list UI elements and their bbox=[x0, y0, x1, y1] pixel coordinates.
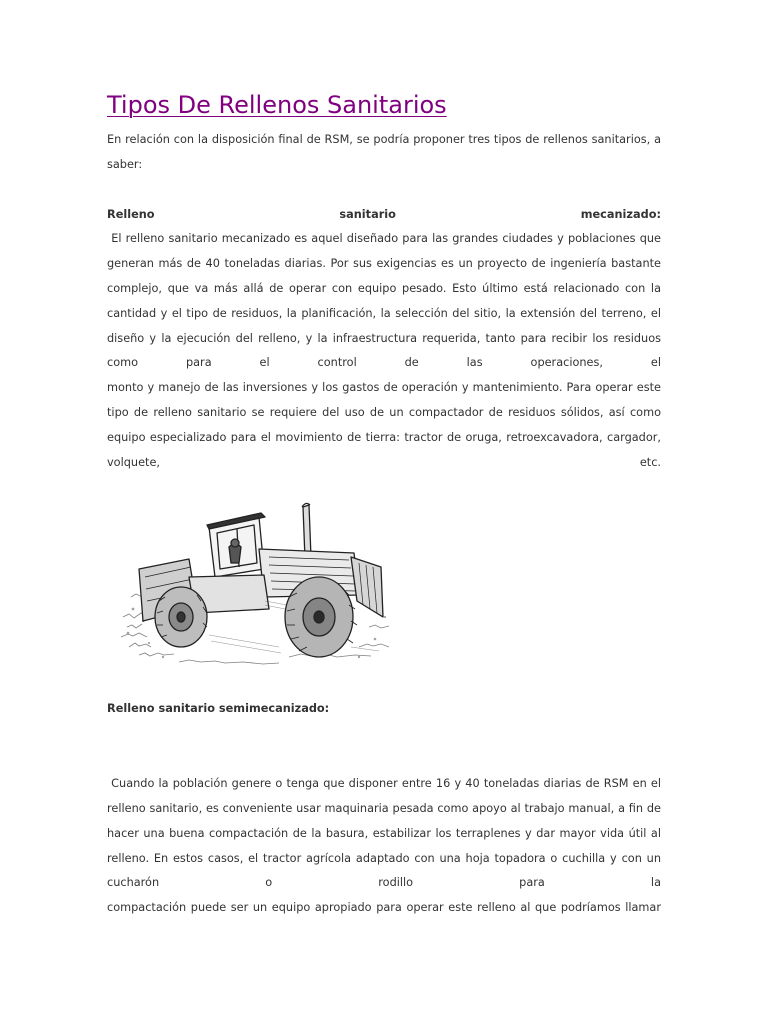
compactor-illustration bbox=[119, 497, 399, 677]
section1-paragraph-b: monto y manejo de las inversiones y los gastos de operación y mantenimiento. Para operar este tipo de relleno sanitario se requiere del uso de un compactador de residuos sólidos, así como equipo especializado para el movimiento de tierra: tractor de oruga, retroexcavadora, cargador, volquete, etc. bbox=[107, 381, 665, 469]
section2-paragraph-b: compactación puede ser un equipo apropiado para operar este relleno al que podríamos llamar bbox=[107, 901, 661, 915]
section1-heading: Relleno sanitario mecanizado: bbox=[107, 207, 661, 221]
spacer bbox=[107, 178, 661, 203]
section2-heading: Relleno sanitario semimecanizado: bbox=[107, 702, 330, 716]
section2-paragraph-a: Cuando la población genere o tenga que disponer entre 16 y 40 toneladas diarias de RSM en el relleno sanitario, es conveniente usar maquinaria pesada como apoyo al trabajo manual, a fin de hacer una buena compactación de la basura, estabilizar los terraplenes y dar mayor vida útil al relleno. En estos casos, el tractor agrícola adaptado con una hoja topadora o cuchilla y con un cucharón o rodillo para la bbox=[107, 777, 665, 890]
document-page bbox=[107, 88, 665, 921]
section1-paragraph-a: El relleno sanitario mecanizado es aquel diseñado para las grandes ciudades y poblaciones que generan más de 40 toneladas diarias. Por sus exigencias es un proyecto de ingeniería bastante complejo, que va más allá de operar con equipo pesado. Esto último está relacionado con la cantidad y el tipo de residuos, la planificación, la selección del sitio, la extensión del terreno, el diseño y la ejecución del relleno, y la infraestructura requerida, tanto para recibir los residuos como para el control de las operaciones, el bbox=[107, 232, 665, 370]
intro-paragraph: En relación con la disposición final de RSM, se podría proponer tres tipos de rellenos sanitarios, a saber: bbox=[107, 133, 665, 171]
page-title[interactable]: Tipos De Rellenos Sanitarios bbox=[107, 91, 447, 119]
spacer bbox=[107, 722, 661, 772]
